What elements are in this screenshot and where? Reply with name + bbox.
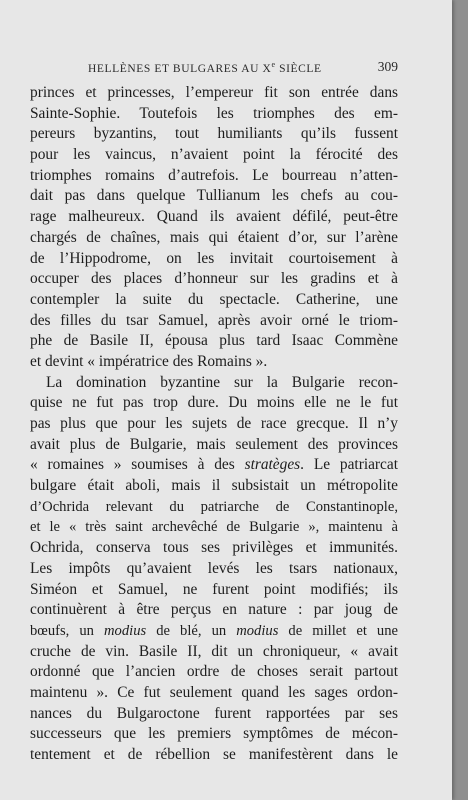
text-line: Ochrida, conserva tous ses privilèges et immunités. (30, 539, 398, 557)
text-line: bœufs, un modius de blé, un modius de millet et une (30, 622, 398, 639)
text-line: tentement et de rébellion se manifestèrent dans le (30, 746, 398, 763)
running-title (88, 60, 322, 75)
text-line: pereurs byzantins, tout humiliants qu’ils fussent (30, 125, 398, 143)
running-title-text: HELLÈNES ET BULGARES AU X (88, 62, 272, 75)
text-line: de l’Hippodrome, on les invitait courtoisement à (30, 249, 398, 267)
text-line: triomphes romains d’autrefois. Le bourreau n’atten- (30, 166, 398, 184)
body-text (30, 83, 398, 766)
text-line: quise ne fut pas trop dure. Du moins elle ne le fut (30, 394, 398, 412)
text-line: et devint « impératrice des Romains ». (30, 352, 268, 370)
page-number: 309 (377, 59, 398, 74)
page-header (30, 60, 398, 76)
text-line: ordonné que l’ancien ordre de choses serait partout (30, 663, 398, 681)
text-line: nances du Bulgaroctone furent rapportées par ses (30, 704, 398, 722)
text-line: phe de Basile II, épousa plus tard Isaac Commène (30, 332, 398, 350)
running-title-superscript: e (271, 60, 276, 69)
running-title-end: SIÈCLE (275, 62, 322, 75)
text-line: princes et princesses, l’empereur fit son entrée dans (30, 84, 398, 101)
text-line: occuper des places d’honneur sur les gradins et à (30, 270, 398, 288)
text-line: Les impôts qu’avaient levés les tsars nationaux, (30, 559, 398, 577)
text-line: chargés de chaînes, mais qui étaient d’or, sur l’arène (30, 228, 398, 246)
text-line: continuèrent à être perçus en nature : par joug de (30, 601, 398, 619)
text-line: maintenu ». Ce fut seulement quand les sages ordon- (30, 683, 398, 701)
text-line: contempler la suite du spectacle. Catherine, une (30, 290, 398, 308)
text-line: dait pas dans quelque Tullianum les chefs au cou- (30, 187, 398, 205)
text-line: successeurs que les premiers symptômes de mécon- (30, 725, 398, 743)
text-line: des filles du tsar Samuel, après avoir orné le triom- (30, 311, 398, 329)
text-line: « romaines » soumises à des stratèges. Le patriarcat (30, 456, 398, 474)
paragraph-1 (30, 83, 398, 373)
text-line: La domination byzantine sur la Bulgarie recon- (46, 373, 398, 391)
paragraph-2 (30, 373, 398, 766)
text-line: bulgare était aboli, mais il subsistait un métropolite (30, 477, 398, 495)
text-line: avait plus de Bulgarie, mais seulement des provinces (30, 435, 398, 453)
text-line: d’Ochrida relevant du patriarche de Constantinople, (30, 498, 398, 515)
text-line: rage malheureux. Quand ils avaient défilé, peut-être (30, 208, 398, 226)
text-line: cruche de vin. Basile II, dit un chroniqueur, « avait (30, 642, 398, 660)
text-line: et le « très saint archevêché de Bulgarie », maintenu à (30, 519, 398, 536)
text-line: pour les vaincus, n’avaient point la férocité des (30, 146, 398, 164)
text-line: Sainte-Sophie. Toutefois les triomphes des em- (30, 104, 398, 122)
text-line: pas plus que pour les sujets de race grecque. Il n’y (30, 415, 398, 432)
text-line: Siméon et Samuel, ne furent point modifiés; ils (30, 580, 398, 598)
